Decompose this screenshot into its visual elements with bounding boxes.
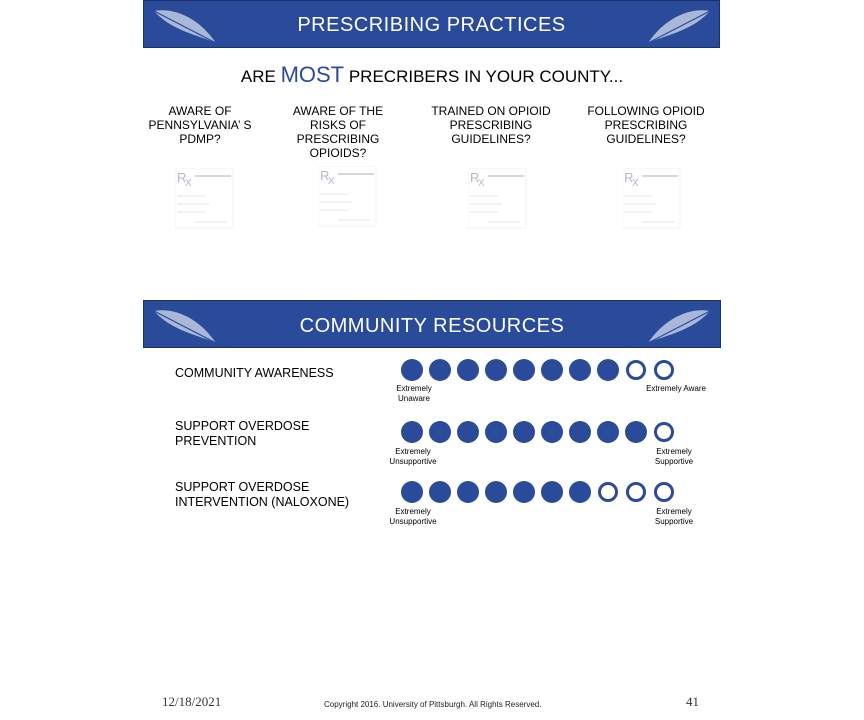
rating-dot-filled	[541, 421, 563, 443]
rating-dot-filled	[457, 359, 479, 381]
resource-label-prevention: SUPPORT OVERDOSE PREVENTION	[175, 419, 310, 448]
rating-dot-filled	[429, 421, 451, 443]
rating-dot-filled	[513, 359, 535, 381]
rating-dot-filled	[541, 359, 563, 381]
rating-dot-filled	[401, 421, 423, 443]
rating-dot-filled	[569, 421, 591, 443]
footer-copyright: Copyright 2016. University of Pittsburgh. All Rights Reserved.	[324, 700, 542, 709]
svg-text:R: R	[470, 170, 480, 185]
community-banner	[143, 300, 721, 348]
banner-title: PRESCRIBING PRACTICES	[297, 14, 566, 36]
question-guideline-following: FOLLOWING OPIOID PRESCRIBING GUIDELINES?	[587, 104, 705, 146]
svg-text:X: X	[185, 178, 192, 189]
svg-text:X: X	[478, 178, 485, 189]
question-pdmp-awareness: AWARE OF PENNSYLVANIA’ S PDMP?	[148, 104, 252, 146]
rating-dot-filled	[513, 421, 535, 443]
rating-dot-empty	[654, 422, 674, 442]
footer-date: 12/18/2021	[162, 694, 222, 709]
svg-text:R: R	[320, 168, 330, 183]
question-guideline-training: TRAINED ON OPIOID PRESCRIBING GUIDELINES?	[431, 104, 551, 146]
rating-dot-filled	[401, 359, 423, 381]
scale-high-label: Extremely Supportive	[654, 507, 694, 526]
rating-dot-filled	[625, 421, 647, 443]
rating-dot-filled	[569, 481, 591, 503]
svg-text:R: R	[624, 170, 634, 185]
page-number: 41	[686, 694, 699, 709]
rating-dot-empty	[626, 482, 646, 502]
question-heading: ARE MOST PRECRIBERS IN YOUR COUNTY...	[240, 62, 624, 87]
rating-dot-filled	[401, 481, 423, 503]
banner-title: COMMUNITY RESOURCES	[299, 315, 565, 337]
rx-pad-icon	[175, 168, 235, 230]
rating-dot-empty	[654, 482, 674, 502]
rating-dot-filled	[513, 481, 535, 503]
rating-dot-empty	[626, 360, 646, 380]
scale-high-label: Extremely Supportive	[654, 447, 694, 466]
scale-low-label: Extremely Unaware	[396, 384, 432, 403]
rating-dot-filled	[457, 481, 479, 503]
question-risk-awareness: AWARE OF THE RISKS OF PRESCRIBING OPIOIDS?	[292, 104, 384, 160]
resource-label-intervention: SUPPORT OVERDOSE INTERVENTION (NALOXONE)	[175, 480, 350, 509]
rating-dots	[401, 481, 675, 503]
prescribing-banner	[143, 0, 720, 48]
rating-dot-filled	[485, 359, 507, 381]
rating-dot-empty	[654, 360, 674, 380]
svg-text:X: X	[328, 176, 335, 187]
rating-dot-filled	[597, 421, 619, 443]
rating-dot-filled	[485, 421, 507, 443]
resource-label-awareness: COMMUNITY AWARENESS	[175, 366, 334, 380]
rating-dots	[401, 359, 675, 381]
scale-high-label: Extremely Aware	[646, 384, 706, 393]
svg-text:R: R	[177, 170, 187, 185]
scale-low-label: Extremely Unsupportive	[389, 447, 437, 466]
rating-dot-filled	[429, 359, 451, 381]
svg-text:X: X	[632, 178, 639, 189]
rx-pad-icon	[468, 168, 528, 230]
rating-dot-filled	[569, 359, 591, 381]
rx-pad-icon	[622, 168, 682, 230]
rating-dot-filled	[597, 359, 619, 381]
rating-dot-filled	[429, 481, 451, 503]
rating-dots	[401, 421, 675, 443]
rating-dot-empty	[598, 482, 618, 502]
rx-pad-icon	[318, 166, 378, 228]
rating-dot-filled	[457, 421, 479, 443]
rating-dot-filled	[485, 481, 507, 503]
scale-low-label: Extremely Unsupportive	[389, 507, 437, 526]
rating-dot-filled	[541, 481, 563, 503]
